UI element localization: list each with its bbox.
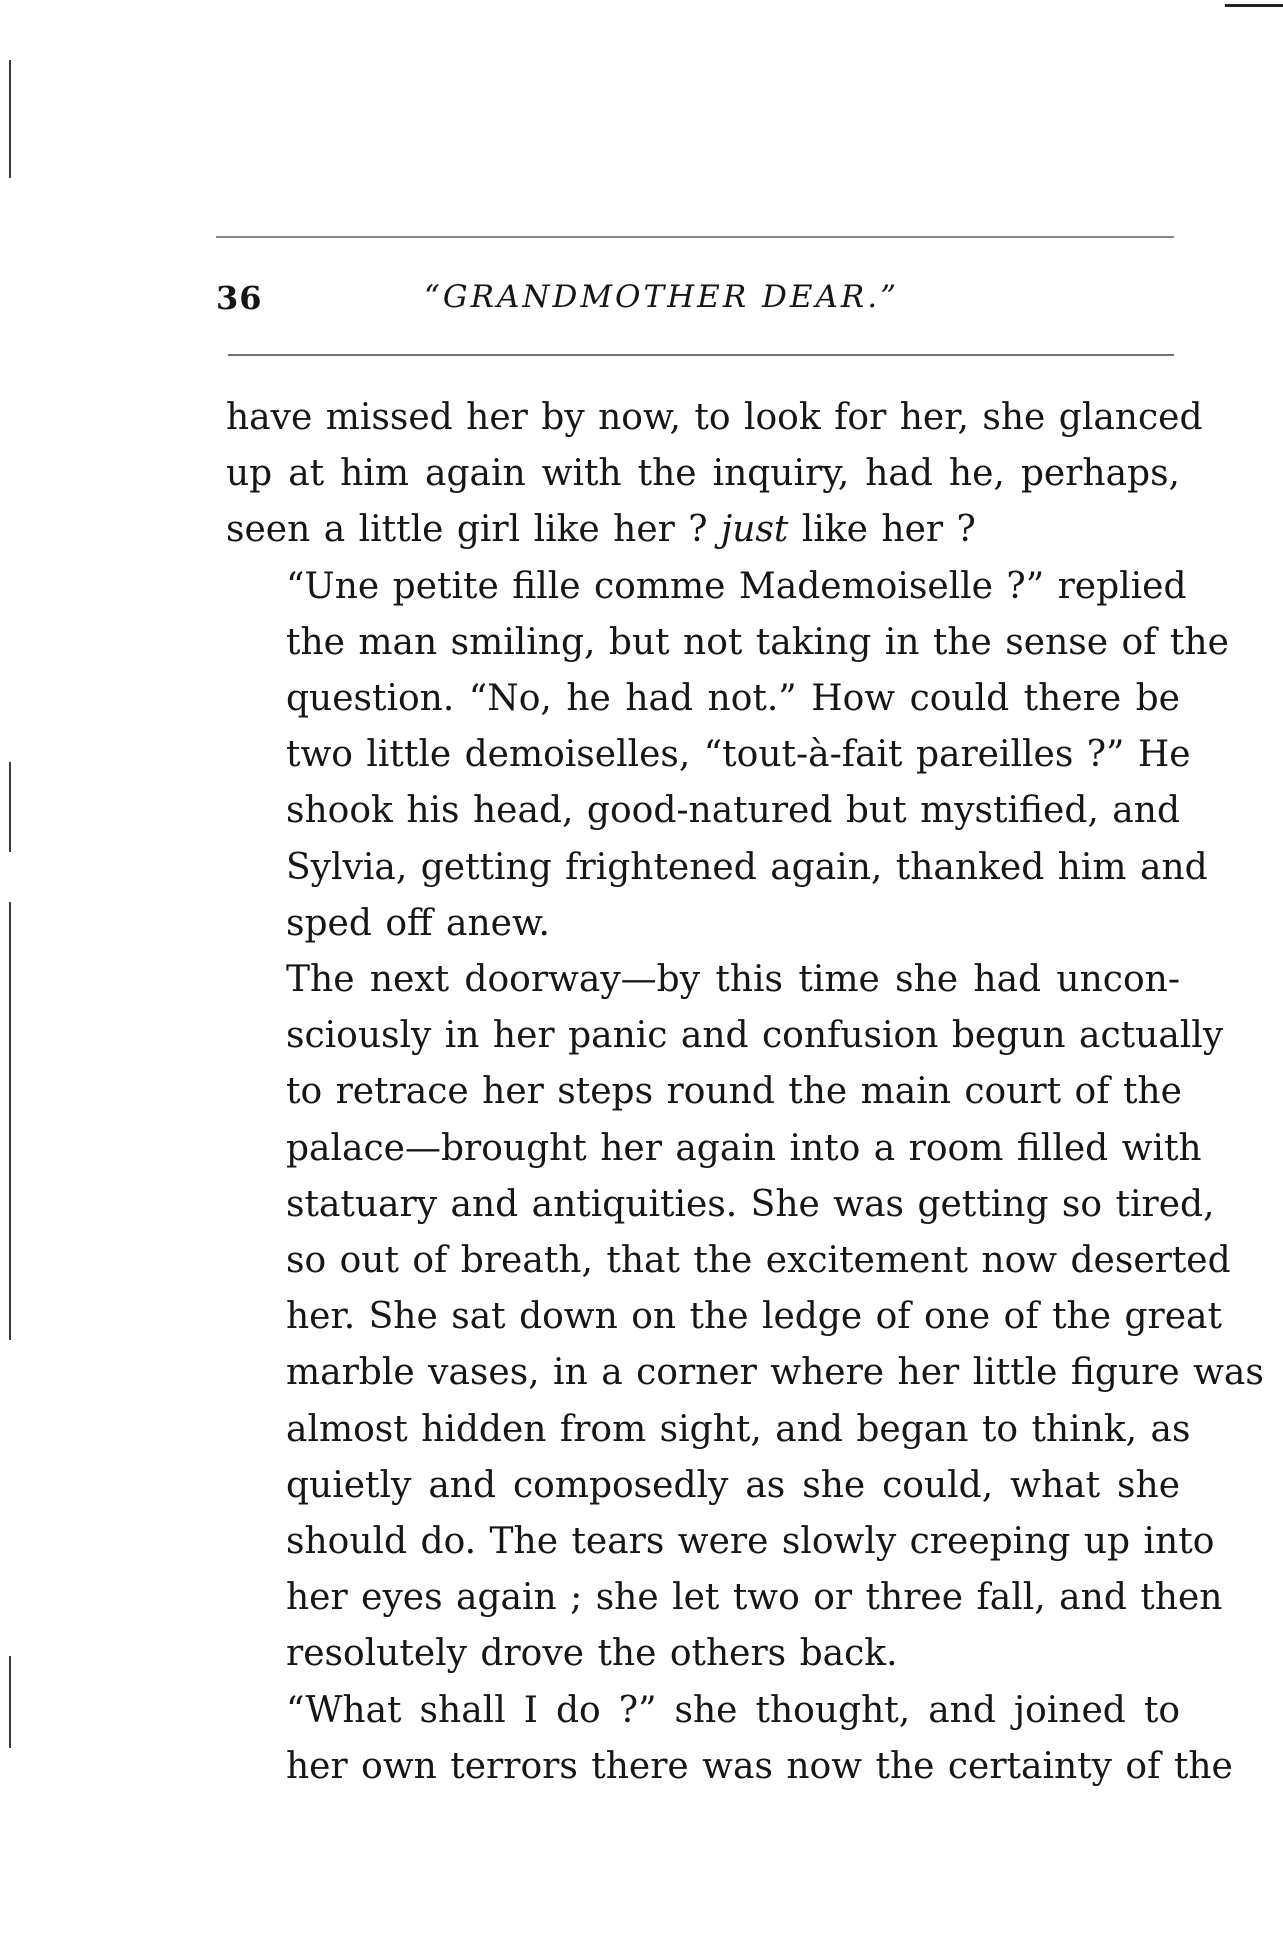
running-head-title: “GRANDMOTHER DEAR.”	[424, 279, 899, 315]
scan-gutter-mark	[9, 1656, 11, 1748]
text-line: her own terrors there was now the certainty of the	[286, 1745, 1233, 1787]
text-line: have missed her by now, to look for her, she glanced	[226, 397, 1203, 438]
text-line: two little demoiselles, “tout-à-fait pareilles ?” He	[286, 734, 1191, 776]
paragraph	[226, 390, 1203, 559]
scan-corner-mark	[1225, 4, 1283, 7]
text-line: her. She sat down on the ledge of one of the great	[286, 1296, 1222, 1338]
text-line: question. “No, he had not.” How could there be	[286, 678, 1180, 720]
text-line: almost hidden from sight, and began to think, as	[286, 1408, 1191, 1450]
text-line: The next doorway—by this time she had uncon-	[286, 959, 1180, 1001]
text-line: to retrace her steps round the main court of the	[286, 1071, 1182, 1113]
text-line: the man smiling, but not taking in the sense of the	[286, 621, 1229, 663]
text-line: sped off anew.	[286, 902, 550, 944]
body-text	[226, 390, 1264, 1795]
text-line: marble vases, in a corner where her little figure was	[286, 1352, 1264, 1394]
text-line: quietly and composedly as she could, what she	[286, 1464, 1180, 1506]
paragraph	[226, 1683, 1233, 1795]
text-line: so out of breath, that the excitement now deserted	[286, 1240, 1231, 1282]
text-line: palace—brought her again into a room filled with	[286, 1127, 1202, 1169]
paragraph	[226, 559, 1229, 952]
text-line: Sylvia, getting frightened again, thanked him and	[286, 846, 1208, 888]
text-line: her eyes again ; she let two or three fall, and then	[286, 1577, 1223, 1619]
scan-gutter-mark	[9, 762, 11, 852]
page-number: 36	[216, 279, 263, 317]
text-line: shook his head, good-natured but mystified, and	[286, 790, 1180, 832]
text-line: “What shall I do ?” she thought, and joined to	[286, 1689, 1180, 1731]
emphasized-word: just	[721, 509, 789, 551]
text-line: up at him again with the inquiry, had he, perhaps,	[226, 453, 1180, 495]
scan-gutter-mark	[9, 902, 11, 1340]
header-rule	[228, 354, 1174, 356]
text-line: resolutely drove the others back.	[286, 1633, 898, 1675]
paragraph	[226, 952, 1264, 1683]
scan-gutter-mark	[9, 60, 11, 178]
text-line: should do. The tears were slowly creeping up into	[286, 1521, 1215, 1563]
text-line: sciously in her panic and confusion begun actually	[286, 1015, 1224, 1057]
text-line: seen a little girl like her ? just like her ?	[226, 509, 976, 551]
top-rule	[216, 236, 1174, 238]
text-line: “Une petite fille comme Mademoiselle ?” replied	[286, 565, 1187, 607]
text-line: statuary and antiquities. She was getting so tired,	[286, 1183, 1215, 1225]
